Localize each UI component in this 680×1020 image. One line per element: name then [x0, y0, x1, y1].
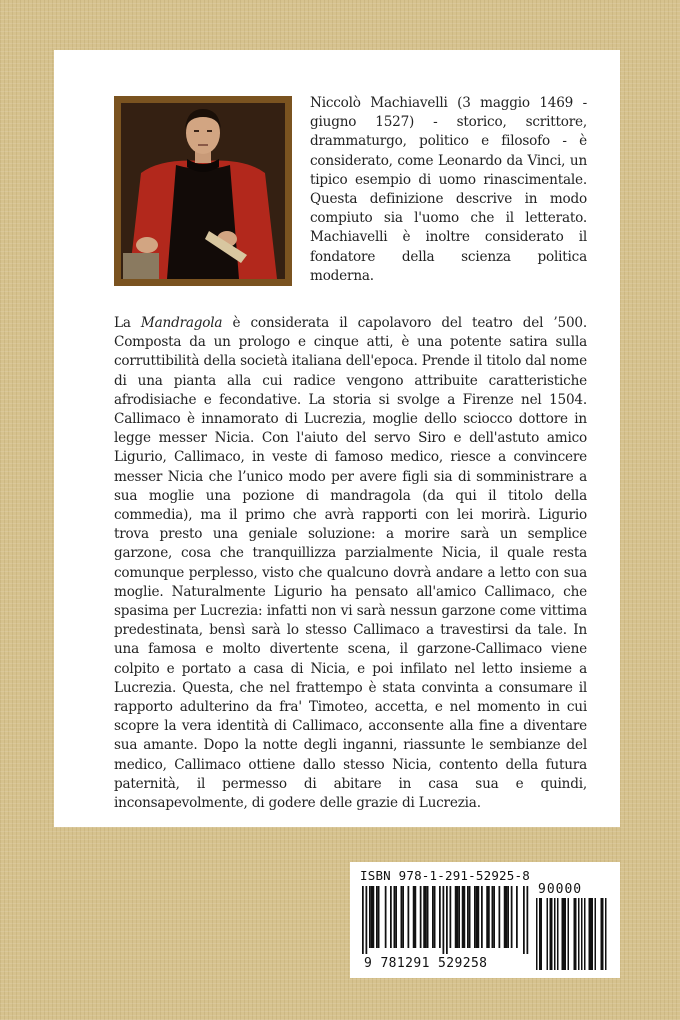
barcode-bar [432, 886, 434, 948]
barcode-bar [443, 886, 445, 954]
barcode-bar [523, 886, 525, 954]
barcode-bar [547, 898, 549, 970]
book-synopsis [114, 314, 587, 813]
barcode-bar [373, 886, 375, 948]
barcode-bar [450, 886, 452, 948]
barcode-bar [527, 886, 529, 954]
barcode-bar [506, 886, 508, 948]
barcode-bar [402, 886, 404, 948]
price-code: 90000 [538, 882, 583, 897]
barcode-bar [575, 898, 577, 970]
barcode-bar [366, 886, 368, 954]
barcode-bar [420, 886, 422, 948]
barcode-bar [394, 886, 396, 948]
barcode-bar [499, 886, 501, 948]
barcode-bar [541, 898, 543, 970]
barcode-bar [554, 898, 556, 970]
barcode-bar [378, 886, 380, 948]
barcode-bar [516, 886, 518, 948]
isbn-barcode [350, 862, 620, 978]
barcode-bar [504, 886, 506, 948]
barcode-bar [565, 898, 567, 970]
barcode-bar [371, 886, 373, 948]
barcode-bar [362, 886, 364, 954]
book-title: Mandragola [140, 315, 223, 331]
barcode-bar [478, 886, 480, 948]
barcode-bar [563, 898, 565, 970]
barcode-bar [390, 886, 392, 948]
barcode-bar [476, 886, 478, 948]
barcode-bar [369, 886, 371, 948]
barcode-bar [462, 886, 464, 948]
portrait-image [121, 103, 285, 279]
barcode-bar [550, 898, 552, 970]
barcode-bar [427, 886, 429, 948]
barcode-bar [423, 886, 425, 948]
back-cover-panel [54, 50, 620, 827]
barcode-bar [605, 898, 607, 970]
barcode-bar [539, 898, 541, 970]
barcode-bar [376, 886, 378, 948]
barcode-bar [493, 886, 495, 948]
barcode-bar [415, 886, 417, 948]
barcode-bar [574, 898, 576, 970]
barcode-bar [408, 886, 410, 948]
barcode-bar [568, 898, 570, 970]
barcode-bar [401, 886, 403, 948]
isbn-label: ISBN 978-1-291-52925-8 [360, 868, 530, 883]
barcode-bar [511, 886, 513, 948]
barcode-bar [458, 886, 460, 948]
author-portrait [114, 96, 292, 286]
barcode-bar [589, 898, 591, 970]
barcode-bar [395, 886, 397, 948]
barcode-bar [602, 898, 604, 970]
barcode-bar [551, 898, 553, 970]
barcode-bar [425, 886, 427, 948]
barcode-bar [507, 886, 509, 948]
ean-digits: 9 781291 529258 [364, 956, 488, 971]
barcode-bar [592, 898, 594, 970]
barcode-bar [439, 886, 441, 948]
barcode-bar [481, 886, 483, 948]
barcode-bar [590, 898, 592, 970]
barcode-bar [434, 886, 436, 948]
barcode-bar [595, 898, 597, 970]
barcode-bar [446, 886, 448, 954]
barcode-bar [474, 886, 476, 948]
barcode-bar [584, 898, 586, 970]
addon-barcode-bars [536, 898, 610, 970]
barcode-bar [492, 886, 494, 948]
barcode-bar [557, 898, 559, 970]
barcode-bar [488, 886, 490, 948]
barcode-bar [562, 898, 564, 970]
author-bio: Niccolò Machiavelli (3 maggio 1469 - giugno 1527) - storico, scrittore, drammaturgo, politico e filosofo - è considerato, come Leonardo da Vinci, un tipico esempio di uomo rinascimentale. Questa definizione descrive in modo compiuto sia l'uomo che il letterato. Machiavelli è inoltre considerato il fondatore della scienza politica moderna. [310, 95, 587, 284]
synopsis-text: è considerata il capolavoro del teatro del ’500. Composta da un prologo e cinque atti, è una potente satira sulla corruttibilità della società italiana dell'epoca. Prende il titolo dal nome di una pianta alla cui radice vengono attribuite caratteristiche afrodisiache e fecondative. La storia si svolge a Firenze nel 1504. Callimaco è innamorato di Lucrezia, moglie dello sciocco dottore in legge messer Nicia. Con l'aiuto del servo Siro e dell'astuto amico Ligurio, Callimaco, in veste di famoso medico, riesce a convincere messer Nicia che l’unico modo per avere figli sia di somministrare a sua moglie una pozione di mandragola (da qui il titolo della commedia), ma il primo che avrà rapporti con lei morirà. Ligurio trova presto una geniale soluzione: a morire sarà un semplice garzone, cosa che tranquillizza parzialmente Nicia, il quale resta comunque perplesso, visto che qualcuno dovrà andare a letto con sua moglie. Naturalmente Ligurio ha pensato all'amico Callimaco, che spasima per Lucrezia: infatti non vi sarà nessun garzone come vittima predestinata, bensì sarà lo stesso Callimaco a travestirsi da tale. In una famosa e molto divertente scena, il garzone-Callimaco viene colpito e portato a casa di Nicia, e poi infilato nel letto insieme a Lucrezia. Questa, che nel frattempo è stata convinta a consumare il rapporto adulterino da fra' Timoteo, accetta, e nel momento in cui scopre la vera identità di Callimaco, acconsente alla fine a diventare sua amante. Dopo la notte degli inganni, riassunte le sembianze del medico, Callimaco ottiene dallo stesso Nicia, contento della futura paternità, il permesso di abitare in casa sua e quindi, inconsapevolmente, di godere delle grazie di Lucrezia. [114, 315, 587, 812]
ean-barcode-bars [362, 886, 530, 956]
barcode-bar [385, 886, 387, 948]
barcode-bar [601, 898, 603, 970]
barcode-bar [455, 886, 457, 948]
barcode-bar [486, 886, 488, 948]
barcode-bar [413, 886, 415, 948]
barcode-bar [464, 886, 466, 948]
barcode-bar [469, 886, 471, 948]
barcode-bar [536, 898, 538, 970]
barcode-bar [581, 898, 583, 970]
barcode-bar [457, 886, 459, 948]
synopsis-lead: La [114, 315, 141, 331]
barcode-bar [578, 898, 580, 970]
barcode-bar [467, 886, 469, 948]
